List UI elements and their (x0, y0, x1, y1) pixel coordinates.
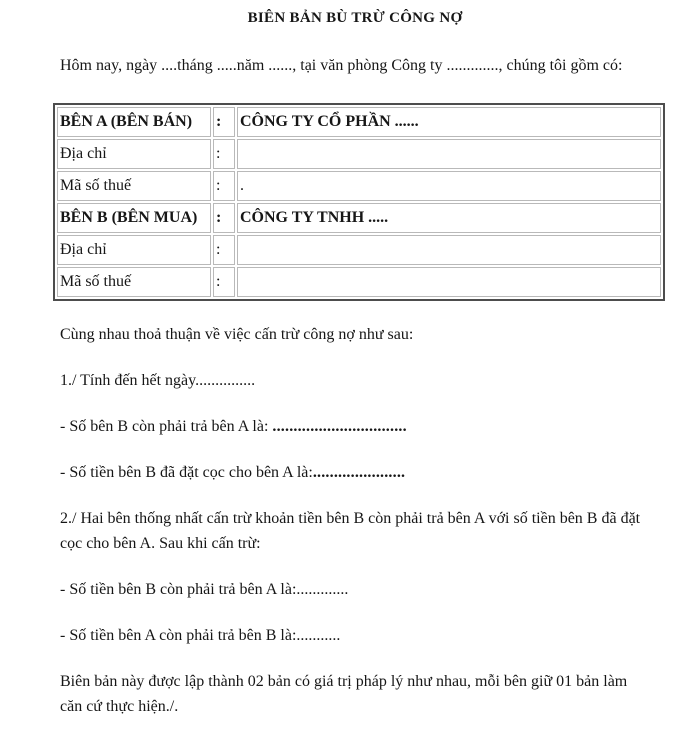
table-row-party-a (57, 107, 661, 137)
intro-paragraph: Hôm nay, ngày ....tháng .....năm ......, tại văn phòng Công ty ............., chúng tôi gồm có: (60, 57, 623, 74)
item2-paragraph: 2./ Hai bên thống nhất cấn trừ khoản tiền bên B còn phải trả bên A với số tiền bên B đã đặt cọc cho bên A. Sau khi cấn trừ: (60, 510, 641, 552)
address-a-label: Địa chỉ (57, 139, 211, 169)
item1-deposit-paragraph (60, 460, 650, 485)
table-row-address-a (57, 139, 661, 169)
taxcode-b-value (237, 267, 661, 297)
taxcode-a-label: Mã số thuế (57, 171, 211, 201)
colon-separator: : (213, 203, 235, 233)
table-row-address-b (57, 235, 661, 265)
table-row-taxcode-b (57, 267, 661, 297)
document-body (60, 322, 650, 719)
item1-owed-text: - Số bên B còn phải trả bên A là: (60, 418, 273, 435)
party-b-value: CÔNG TY TNHH ..... (237, 203, 661, 233)
agreement-intro-paragraph: Cùng nhau thoả thuận về việc cấn trừ công nợ như sau: (60, 326, 414, 343)
item2-b-owes-a-paragraph: - Số tiền bên B còn phải trả bên A là:............. (60, 581, 349, 598)
address-b-label: Địa chỉ (57, 235, 211, 265)
party-a-label: BÊN A (BÊN BÁN) (57, 107, 211, 137)
colon-separator: : (213, 107, 235, 137)
item1-owed-paragraph (60, 414, 650, 439)
item1-deposit-dotted-blank: ...................... (312, 464, 406, 481)
item1-deposit-text: - Số tiền bên B đã đặt cọc cho bên A là: (60, 464, 313, 481)
table-row-taxcode-a (57, 171, 661, 201)
taxcode-b-label: Mã số thuế (57, 267, 211, 297)
colon-separator: : (213, 235, 235, 265)
address-b-value (237, 235, 661, 265)
document-title: BIÊN BẢN BÙ TRỪ CÔNG NỢ (247, 10, 463, 26)
party-b-label: BÊN B (BÊN MUA) (57, 203, 211, 233)
colon-separator: : (213, 267, 235, 297)
colon-separator: : (213, 171, 235, 201)
colon-separator: : (213, 139, 235, 169)
item2-a-owes-b-paragraph: - Số tiền bên A còn phải trả bên B là:........... (60, 627, 341, 644)
item1-owed-dotted-blank: ................................ (272, 418, 407, 435)
closing-paragraph: Biên bản này được lập thành 02 bản có giá trị pháp lý như nhau, mỗi bên giữ 01 bản làm căn cứ thực hiện./. (60, 673, 628, 715)
taxcode-a-value: . (237, 171, 661, 201)
parties-table (53, 103, 665, 301)
address-a-value (237, 139, 661, 169)
table-row-party-b (57, 203, 661, 233)
party-a-value: CÔNG TY CỔ PHẦN ...... (237, 107, 661, 137)
item1-paragraph: 1./ Tính đến hết ngày............... (60, 372, 256, 389)
